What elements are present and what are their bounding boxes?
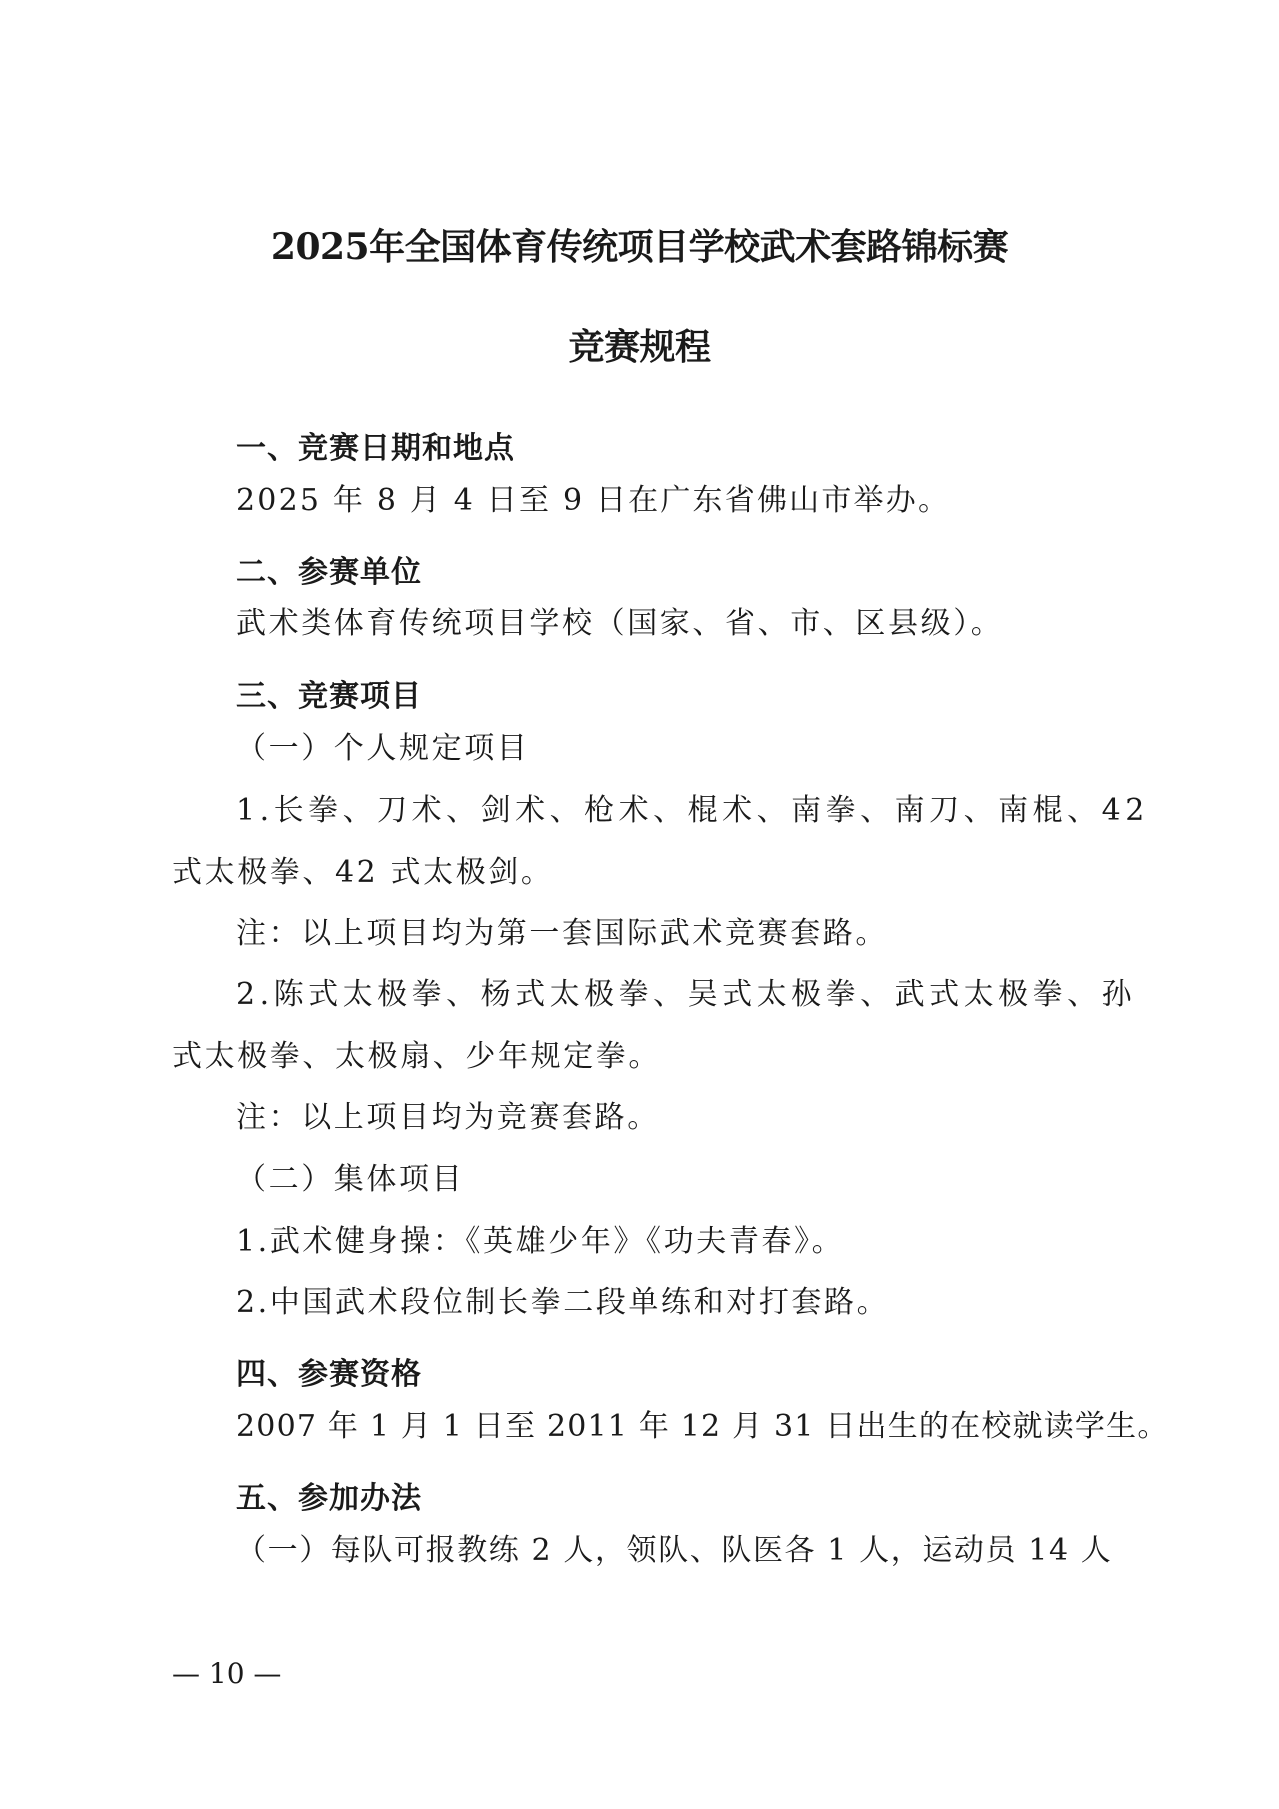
paragraph: 2025 年 8 月 4 日至 9 日在广东省佛山市举办。 [236,483,951,518]
paragraph: 注：以上项目均为竞赛套路。 [236,1100,660,1135]
section-heading-3: 三、竞赛项目 [236,679,422,714]
paragraph: 式太极拳、太极扇、少年规定拳。 [172,1039,661,1074]
paragraph: 1.武术健身操：《英雄少年》《功夫青春》。 [236,1224,845,1259]
section-heading-2: 二、参赛单位 [236,555,422,590]
paragraph: 2.中国武术段位制长拳二段单练和对打套路。 [236,1285,890,1320]
paragraph: 1.长拳、刀术、剑术、枪术、棍术、南拳、南刀、南棍、42 [236,793,1149,828]
document-title: 2025年全国体育传统项目学校武术套路锦标赛 [270,226,1009,268]
paragraph: （一）每队可报教练 2 人，领队、队医各 1 人，运动员 14 人 [236,1533,1113,1568]
paragraph: （二）集体项目 [236,1162,465,1197]
section-heading-5: 五、参加办法 [236,1481,422,1516]
paragraph: （一）个人规定项目 [236,731,530,766]
paragraph: 式太极拳、42 式太极剑。 [172,855,554,890]
document-subtitle: 竞赛规程 [568,326,711,368]
section-heading-1: 一、竞赛日期和地点 [236,431,515,466]
paragraph: 2007 年 1 月 1 日至 2011 年 12 月 31 日出生的在校就读学生。 [236,1409,1169,1444]
paragraph: 武术类体育传统项目学校（国家、省、市、区县级）。 [236,606,1004,641]
section-heading-4: 四、参赛资格 [236,1357,422,1392]
paragraph: 2.陈式太极拳、杨式太极拳、吴式太极拳、武式太极拳、孙 [236,977,1137,1012]
page-number: — 10 — [172,1657,282,1690]
paragraph: 注：以上项目均为第一套国际武术竞赛套路。 [236,916,888,951]
